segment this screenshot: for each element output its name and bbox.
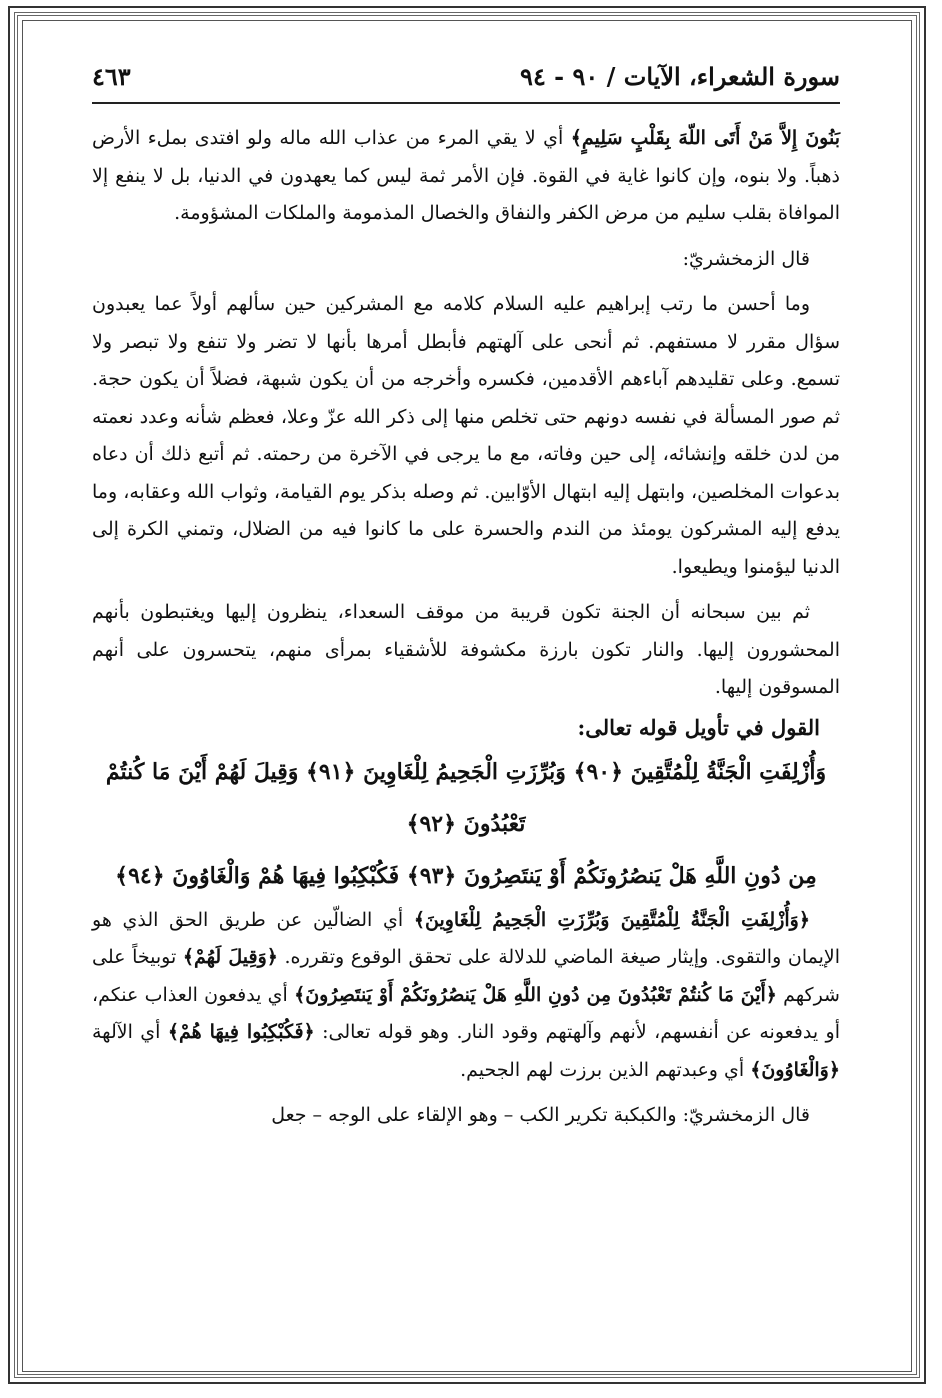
commentary-text: أي الضالّين عن طريق الحق الذي هو الإيمان والتقوى. وإيثار صيغة الماضي للدلالة على تحقق الوقوع وتقرره. [92, 908, 840, 968]
ayah-line-1: وَأُزْلِفَتِ الْجَنَّةُ لِلْمُتَّقِينَ ﴿٩٠﴾ وَبُرِّزَتِ الْجَحِيمُ لِلْغَاوِينَ ﴿٩١﴾ وَقِيلَ لَهُمْ أَيْنَ مَا كُنتُمْ تَعْبُدُونَ ﴿٩٢﴾ [105, 758, 827, 837]
running-header [92, 62, 840, 104]
page-content [92, 62, 840, 1362]
paragraph-4: ثم بين سبحانه أن الجنة تكون قريبة من موقف السعداء، ينظرون إليها ويغتبطون بأنهم المحشورون إليها. والنار تكون بارزة مكشوفة للأشقياء بمرأى منهم، يتحسرون على أنهم المسوقون إليها. [92, 601, 840, 698]
paragraph-1 [92, 120, 840, 233]
commentary-text: أي لا يقي المرء من عذاب الله ماله ولو افتدى بملء الأرض ذهباً. ولا بنوه، وإن كانوا غاية في القوة. فإن الأمر ثمة ليس كما يعهدون في الدنيا، بل لا ينفع إلا الموافاة بقلب سليم من مرض الكفر والنفاق والخصال المذمومة والملكات المشؤومة. [92, 127, 840, 224]
quran-quote: ﴿فَكُبْكِبُوا فِيهَا هُمْ﴾ [167, 1021, 315, 1043]
quran-quote: ﴿أَيْنَ مَا كُنتُمْ تَعْبُدُونَ مِن دُونِ اللَّهِ هَلْ يَنصُرُونَكُمْ أَوْ يَنتَصِرُونَ﴾ [294, 983, 777, 1006]
ayah-line-2: مِن دُونِ اللَّهِ هَلْ يَنصُرُونَكُمْ أَوْ يَنتَصِرُونَ ﴿٩٣﴾ فَكُبْكِبُوا فِيهَا هُمْ وَالْغَاوُونَ ﴿٩٤﴾ [115, 862, 817, 889]
surah-title: سورة الشعراء، الآيات / ٩٠ - ٩٤ [520, 62, 840, 91]
commentary-text: أي يدفعون العذاب عنكم، أو يدفعونه عن أنفسهم، لأنهم وآلهتهم وقود النار. وهو قوله تعالى: [92, 983, 841, 1043]
commentary-text: توبيخاً على شركهم [92, 946, 840, 1006]
commentary-text: أي وعبدتهم الذين برزت لهم الجحيم. [460, 1058, 751, 1081]
paragraph-2: قال الزمخشريّ: [682, 247, 810, 270]
paragraph-5 [92, 902, 840, 1090]
paragraph-6: قال الزمخشريّ: والكبكبة تكرير الكب – وهو الإلقاء على الوجه – جعل [271, 1104, 810, 1126]
quran-quote: بَنُونَ إِلاَّ مَنْ أَتَى اللّهَ بِقَلْبٍ سَلِيمٍ﴾ [570, 127, 840, 149]
quran-quote: ﴿وَالْغَاوُونَ﴾ [750, 1058, 840, 1081]
page-number: ٤٦٣ [92, 62, 131, 91]
commentary-text: أي الآلهة [92, 1021, 168, 1043]
quran-quote: ﴿وَأُزْلِفَتِ الْجَنَّةُ لِلْمُتَّقِينَ وَبُرِّزَتِ الْجَحِيمُ لِلْغَاوِينَ﴾ [413, 908, 810, 931]
paragraph-3: وما أحسن ما رتب إبراهيم عليه السلام كلامه مع المشركين حين سألهم أولاً عما يعبدون سؤال مقرر لا مستفهم. ثم أنحى على آلهتهم فأبطل أمرها بأنها لا تضر ولا تنفع ولا تبصر ولا تسمع. وعلى تقليدهم آباءهم الأقدمين، فكسره وأخرجه من أن يكون شبهة، فضلاً أن يكون حجة. ثم صور المسألة في نفسه دونهم حتى تخلص منها إلى ذكر الله عزّ وعلا، فعظم شأنه وعدد نعمته من لدن خلقه وإنشائه، إلى حين وفاته، مع ما يرجى في الآخرة من رحمته. ثم أتبع ذلك أن دعاه بدعوات المخلصين، وابتهل إليه ابتهال الأوّابين. ثم وصله بذكر يوم القيامة، وثواب الله وعقابه، وما يدفع إليه المشركون يومئذ من الندم والحسرة على ما كانوا فيه من الضلال، وتمني الكرة إلى الدنيا ليؤمنوا ويطيعوا. [92, 293, 840, 578]
quran-quote: ﴿وَقِيلَ لَهُمْ﴾ [182, 946, 278, 968]
section-heading: القول في تأويل قوله تعالى: [577, 714, 820, 740]
body-text [92, 120, 840, 1135]
